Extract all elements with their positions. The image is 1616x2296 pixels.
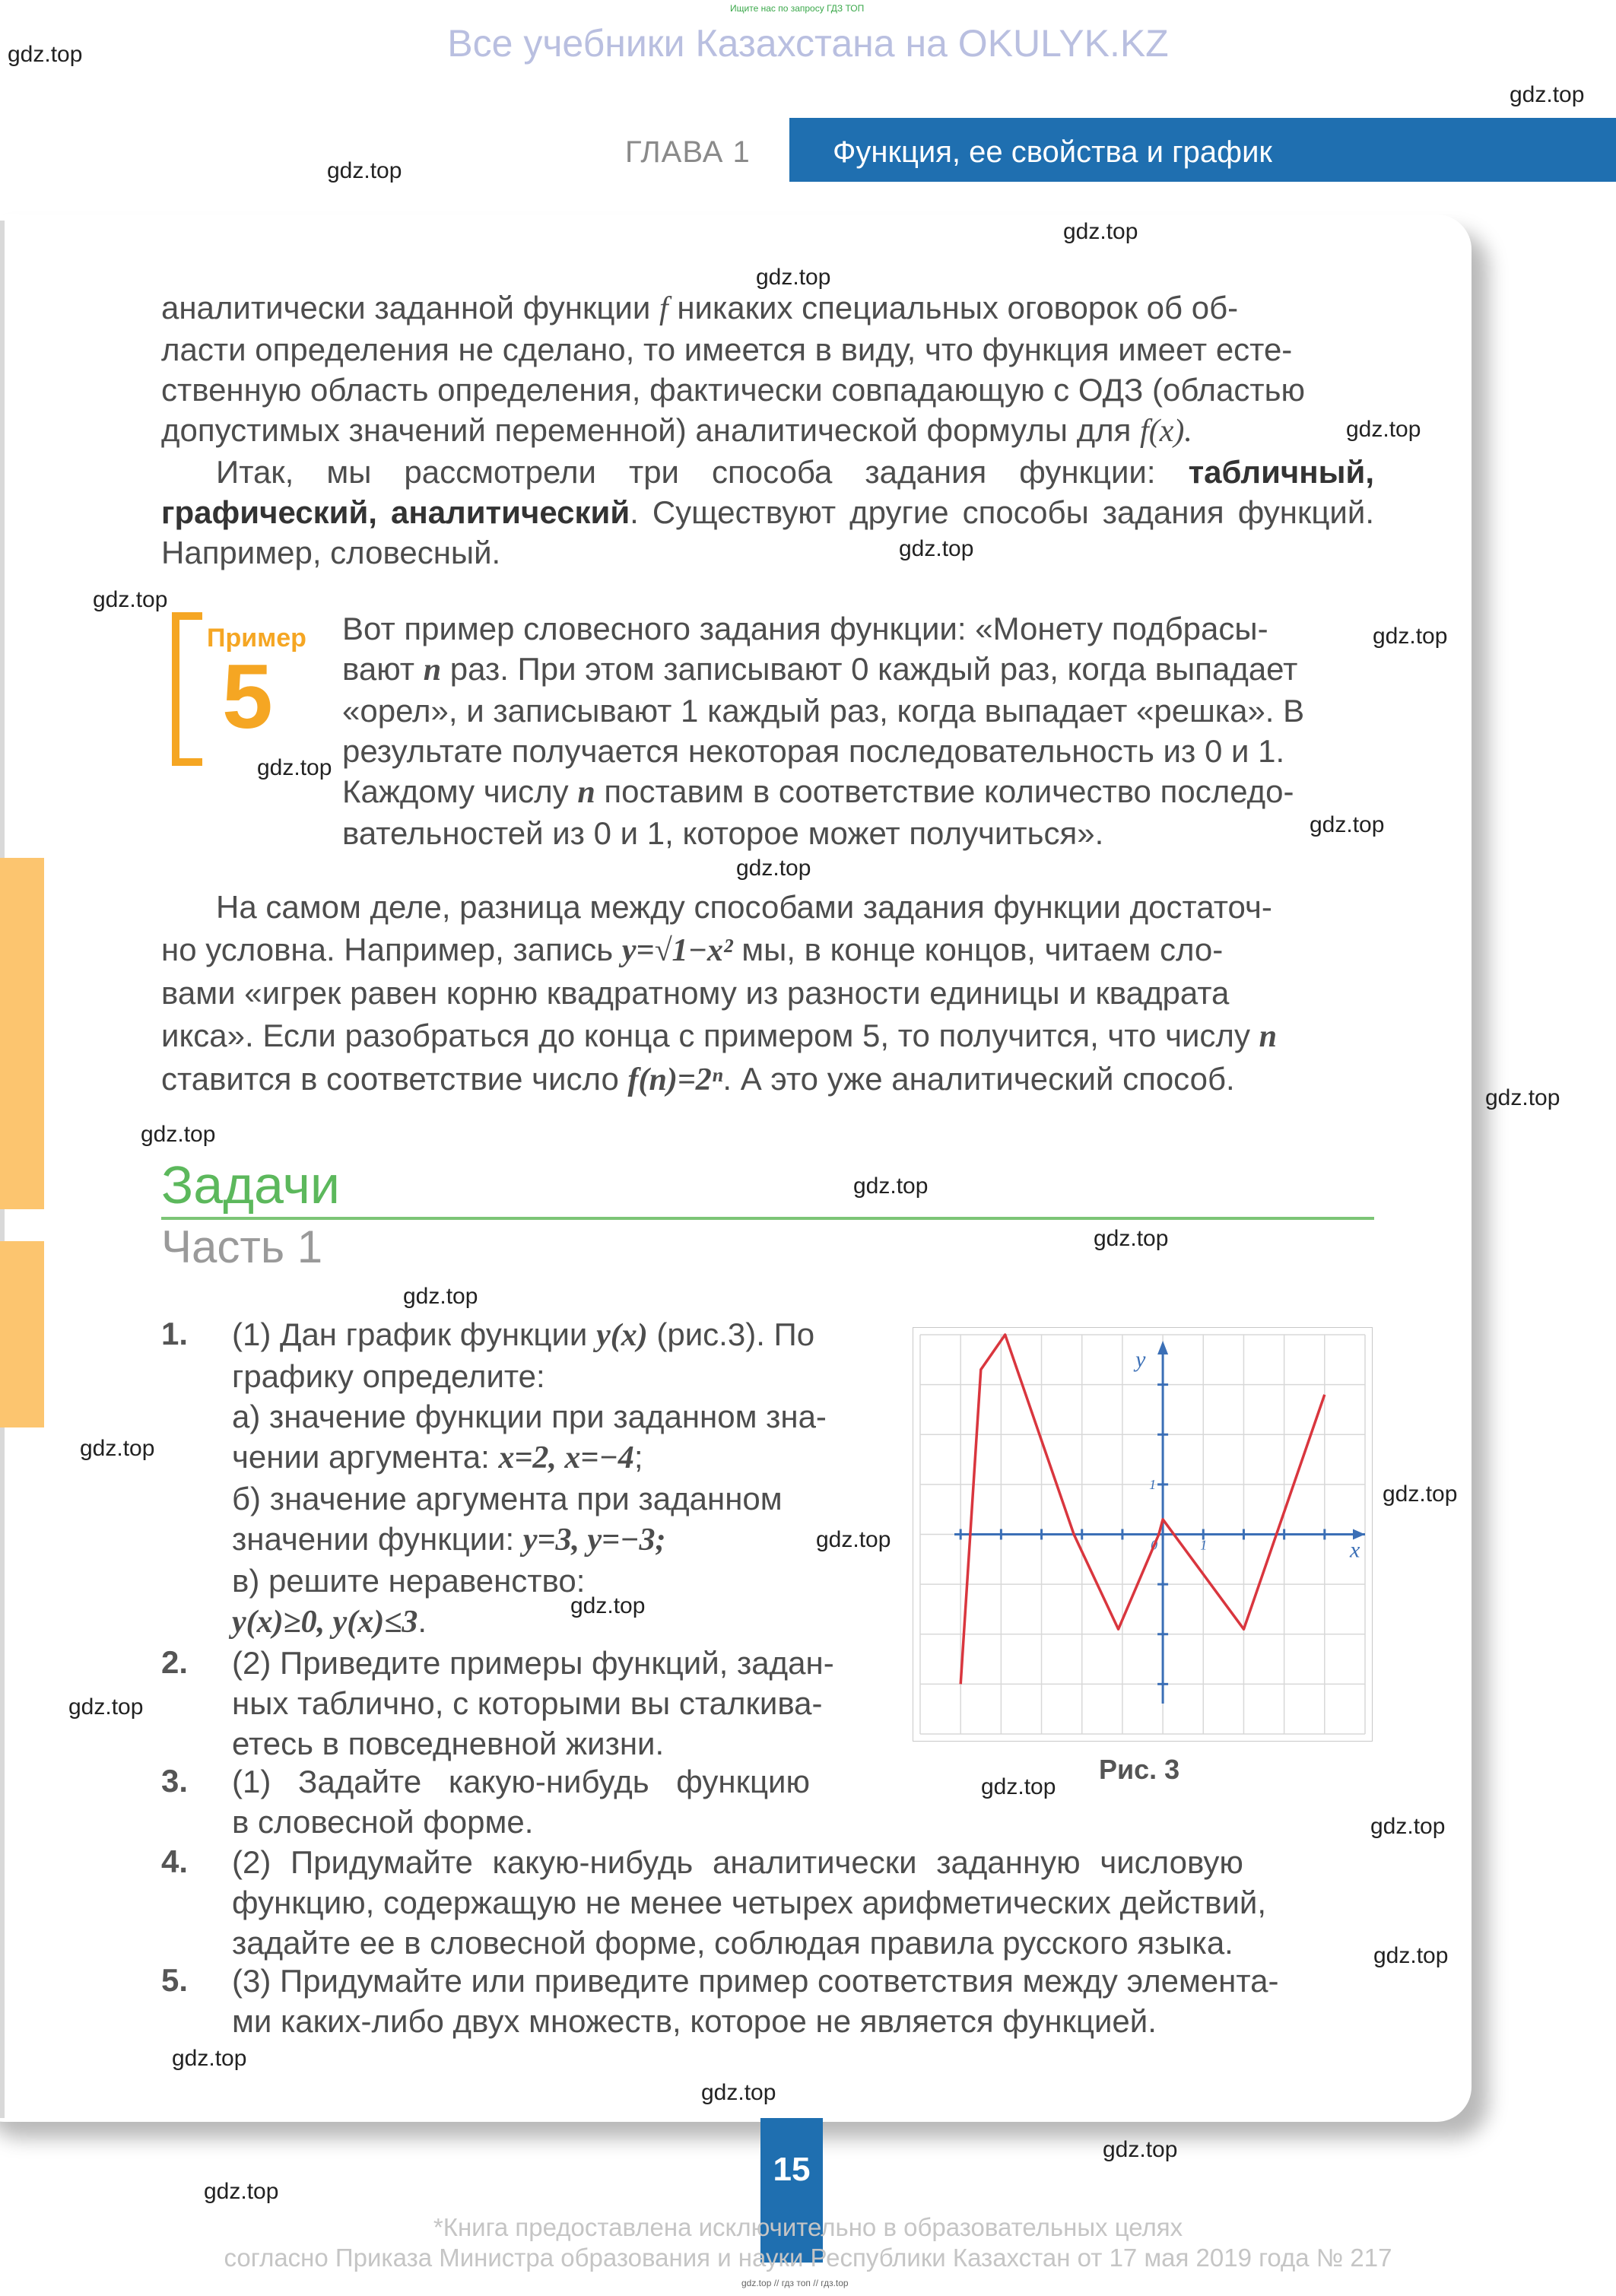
task-2-text: (2) Приведите примеры функций, задан- ных таблично, с которыми вы сталкива- етесь в повседневной жизни. — [232, 1645, 834, 1761]
tasks-heading: Задачи — [161, 1155, 341, 1215]
bottom-tiny-note: gdz.top // гдз топ // гдз.top — [741, 2278, 849, 2288]
watermark: gdz.top — [981, 1774, 1056, 1799]
figure-caption: Рис. 3 — [1099, 1754, 1180, 1785]
site-title[interactable]: Все учебники Казахстана на OKULYK.KZ — [447, 22, 1169, 65]
watermark: gdz.top — [570, 1593, 646, 1618]
y-axis-label: y — [1135, 1347, 1146, 1372]
watermark: gdz.top — [1310, 812, 1385, 837]
watermark: gdz.top — [80, 1436, 155, 1461]
watermark: gdz.top — [816, 1527, 891, 1552]
chapter-title: Функция, ее свойства и график — [833, 135, 1272, 169]
task-5-text: (3) Придумайте или приведите пример соответствия между элемента- ми каких-либо двух множеств, которое не является функцией. — [232, 1963, 1279, 2039]
intro-line-2: ласти определения не сделано, то имеется в виду, что функция имеет есте- — [161, 332, 1293, 367]
watermark: gdz.top — [204, 2179, 279, 2204]
watermark: gdz.top — [1103, 2137, 1178, 2162]
watermark: gdz.top — [403, 1284, 478, 1309]
example-bracket — [172, 612, 202, 766]
watermark: gdz.top — [736, 856, 811, 881]
tasks-heading-underline — [161, 1217, 1374, 1220]
watermark: gdz.top — [853, 1173, 929, 1199]
watermark: gdz.top — [8, 42, 83, 67]
origin-label: 0 — [1151, 1537, 1158, 1553]
part-heading: Часть 1 — [161, 1221, 323, 1272]
task-1-text: (1) Дан график функции y(x) (рис.3). По графику определите: а) значение функции при заданном зна- чении аргумента: x=2, x=−4; б) значение аргумента при заданном значении функции: y=3, y=−3; в) решите неравенство: y(x)≥0, y(x)≤3. — [232, 1316, 827, 1640]
watermark: gdz.top — [93, 587, 168, 612]
watermark: gdz.top — [756, 265, 831, 290]
task-3-text: (1) Задайте какую-нибудь функцию в словесной форме. — [232, 1764, 810, 1840]
watermark: gdz.top — [141, 1122, 216, 1147]
watermark: gdz.top — [1373, 1943, 1449, 1968]
watermark: gdz.top — [172, 2046, 247, 2071]
watermark: gdz.top — [1346, 417, 1421, 442]
watermark: gdz.top — [1510, 82, 1585, 107]
intro-line-4: допустимых значений переменной) аналитической формулы для f(x). — [161, 412, 1192, 449]
task-4-text: (2) Придумайте какую-нибудь аналитически заданную числовую функцию, содержащую не менее четырех арифметических действий, задайте ее в словесной форме, соблюдая правила русского языка. — [232, 1844, 1267, 1961]
top-tiny-note: Ищите нас по запросу ГДЗ ТОП — [730, 3, 865, 14]
watermark: gdz.top — [1063, 219, 1138, 244]
watermark: gdz.top — [1373, 624, 1448, 649]
function-graph — [913, 1327, 1373, 1742]
footer-note-2: согласно Приказа Министра образования и науки Республики Казахстан от 17 мая 2019 года № 217 — [224, 2244, 1392, 2272]
formula-sqrt: y=√1−x² — [621, 933, 733, 968]
methods-paragraph: Итак, мы рассмотрели три способа задания функции: табличный, графический, аналитический. Существуют другие способы задания функций. Например, словесный. — [161, 454, 1374, 570]
task-4-number: 4. — [161, 1843, 189, 1879]
x-tick-label: 1 — [1200, 1537, 1208, 1553]
task-1-number: 1. — [161, 1316, 189, 1351]
watermark: gdz.top — [1383, 1481, 1458, 1507]
intro-line-1: аналитически заданной функции f никаких специальных оговорок об об- — [161, 290, 1239, 326]
formula-power: f(n)=2ⁿ — [627, 1062, 723, 1097]
watermark: gdz.top — [1094, 1226, 1169, 1251]
example-number: 5 — [222, 646, 273, 748]
chapter-label: ГЛАВА 1 — [625, 135, 751, 169]
x-axis-label: x — [1350, 1537, 1360, 1563]
intro-paragraph — [161, 287, 1374, 573]
watermark: gdz.top — [327, 158, 402, 183]
side-tab-orange-1 — [0, 858, 44, 1209]
example-text: Вот пример словесного задания функции: «Монету подбрасы- вают n раз. При этом записывают 0 каждый раз, когда выпадает «орел», и записывают 1 каждый раз, когда выпадает «решка». В результате получается некоторая последовательность из 0 и 1. Каждому числу n поставим в соответствие количество последо- вательностей из 0 и 1, которое может получиться». — [342, 611, 1305, 851]
page-number: 15 — [773, 2151, 811, 2188]
watermark: gdz.top — [899, 536, 974, 561]
footer-note-1: *Книга предоставлена исключительно в образовательных целях — [433, 2213, 1183, 2241]
intro-line-3: ственную область определения, фактически совпадающую с ОДЗ (областью — [161, 372, 1306, 408]
method-difference-paragraph: На самом деле, разница между способами задания функции достаточ- но условна. Например, запись y=√1−x² мы, в конце концов, читаем сло- вами «игрек равен корню квадратному из разности единицы и квадрата икса». Если разобраться до конца с примером 5, то получится, что числу n ставится в соответствие число f(n)=2ⁿ. А это уже аналитический способ. — [161, 889, 1277, 1097]
watermark: gdz.top — [68, 1694, 144, 1720]
watermark: gdz.top — [1370, 1814, 1446, 1839]
task-2-number: 2. — [161, 1644, 189, 1680]
task-5-number: 5. — [161, 1962, 189, 1998]
task-3-number: 3. — [161, 1763, 189, 1799]
y-tick-label: 1 — [1149, 1476, 1157, 1492]
example-word: Пример — [207, 624, 306, 653]
watermark: gdz.top — [257, 755, 332, 780]
watermark: gdz.top — [701, 2080, 776, 2105]
watermark: gdz.top — [1485, 1085, 1560, 1110]
side-tab-orange-2 — [0, 1241, 44, 1427]
